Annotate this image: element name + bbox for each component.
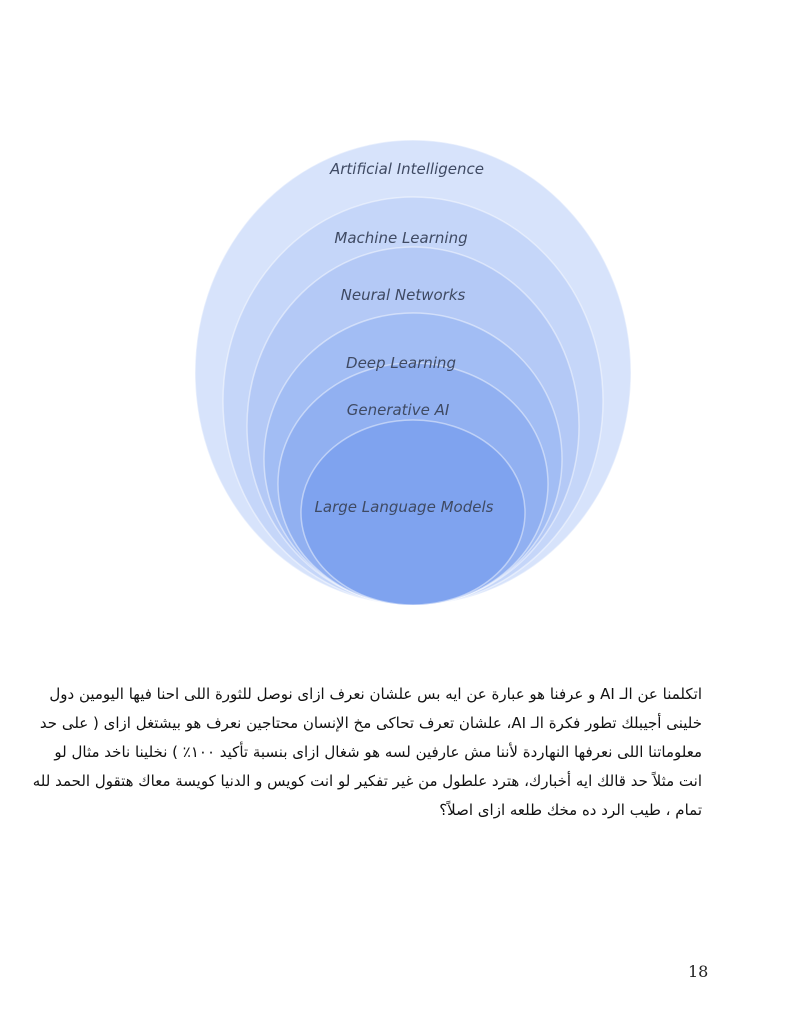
body-line: معلوماتنا اللى نعرفها النهاردة لأننا مش عارفين لسه هو شغال ازاى بنسبة تأكيد ١٠٠٪ ) نخلينا ناخد مثال لو bbox=[54, 743, 702, 761]
body-line: انت مثلاً حد قالك ايه أخبارك، هترد علطول من غير تفكير لو انت كويس و الدنيا كويسة معاك هتقول الحمد لله bbox=[32, 772, 702, 790]
label-neural-networks: Neural Networks bbox=[340, 286, 466, 304]
body-line: خلينى أجيبلك تطور فكرة الـ AI، علشان تعرف تحاكى مخ الإنسان محتاجين نعرف هو بيشتغل ازاى ( على حد bbox=[39, 714, 702, 732]
label-deep-learning: Deep Learning bbox=[346, 354, 456, 372]
label-generative-ai: Generative AI bbox=[346, 401, 450, 419]
label-machine-learning: Machine Learning bbox=[334, 229, 468, 247]
body-paragraph bbox=[32, 680, 702, 825]
body-line: تمام ، طيب الرد ده مخك طلعه ازاى اصلاً؟ bbox=[439, 801, 702, 819]
nested-ai-diagram bbox=[190, 135, 640, 615]
body-line: اتكلمنا عن الـ AI و عرفنا هو عبارة عن ايه بس علشان نعرف ازاى نوصل للثورة اللى احنا فيها اليومين دول bbox=[49, 685, 702, 703]
label-large-language-models: Large Language Models bbox=[314, 498, 494, 516]
page-number: 18 bbox=[688, 962, 709, 981]
label-artificial-intelligence: Artificial Intelligence bbox=[330, 160, 484, 178]
